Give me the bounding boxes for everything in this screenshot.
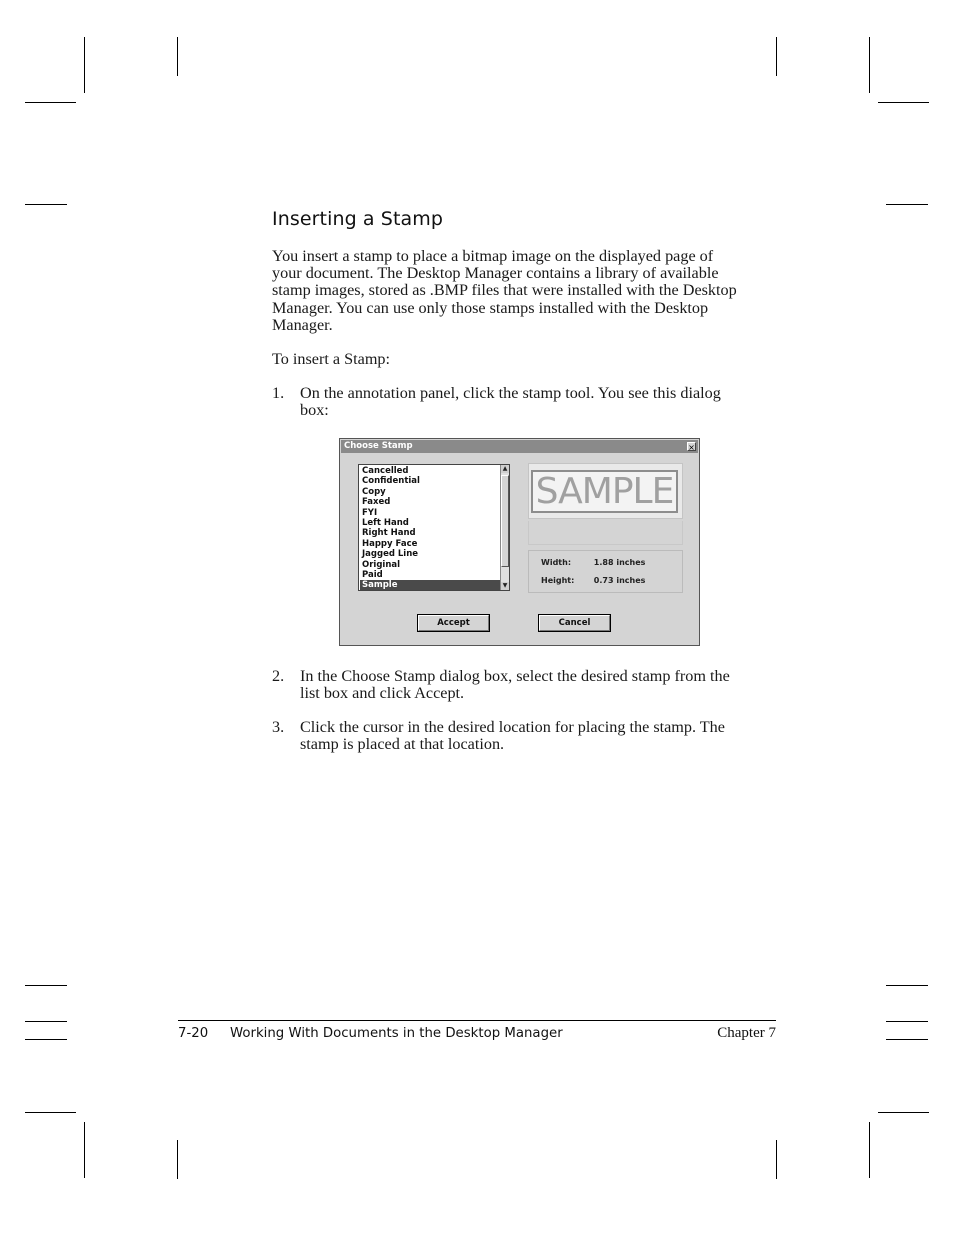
crop-mark xyxy=(776,1140,777,1179)
section-heading: Inserting a Stamp xyxy=(272,208,444,230)
intro-line: You insert a stamp to place a bitmap image on the displayed page of xyxy=(272,247,714,265)
stamp-list-item[interactable]: Copy xyxy=(362,486,386,497)
lead-in: To insert a Stamp: xyxy=(272,350,391,368)
step-number: 3. xyxy=(272,718,285,736)
crop-mark xyxy=(886,1039,928,1040)
chapter-label: Chapter 7 xyxy=(717,1025,776,1041)
crop-mark xyxy=(25,204,67,205)
scroll-down-icon[interactable]: ▼ xyxy=(502,582,508,589)
step-number: 2. xyxy=(272,667,285,685)
scroll-up-icon[interactable]: ▲ xyxy=(502,465,508,472)
chapter-title: Working With Documents in the Desktop Manager xyxy=(230,1026,563,1041)
crop-mark xyxy=(869,1122,870,1178)
stamp-list-item[interactable]: FYI xyxy=(362,507,378,518)
stamp-list-item[interactable]: Paid xyxy=(362,569,383,580)
crop-mark xyxy=(878,1112,929,1113)
dialog-titlebar[interactable] xyxy=(341,440,698,453)
step-2 xyxy=(272,668,772,702)
step-3 xyxy=(272,719,772,753)
width-label: Width: xyxy=(541,558,572,567)
dialog-title: Choose Stamp xyxy=(344,441,413,451)
crop-mark xyxy=(177,37,178,76)
width-value: 1.88 inches xyxy=(593,558,646,567)
intro-line: stamp images, stored as .BMP files that were installed with the Desktop xyxy=(272,281,737,300)
crop-mark xyxy=(878,102,929,103)
step-line: On the annotation panel, click the stamp tool. You see this dialog xyxy=(300,384,721,402)
crop-mark xyxy=(886,204,928,205)
step-number: 1. xyxy=(272,384,285,402)
accept-button[interactable]: Accept xyxy=(417,614,490,632)
height-label: Height: xyxy=(541,576,575,585)
crop-mark xyxy=(886,1021,928,1022)
crop-mark xyxy=(25,1112,76,1113)
stamp-list-item[interactable]: Jagged Line xyxy=(362,549,419,560)
stamp-list-item[interactable]: Left Hand xyxy=(362,517,409,528)
crop-mark xyxy=(25,985,67,986)
stamp-list-item[interactable]: Right Hand xyxy=(362,528,416,539)
step-line: stamp is placed at that location. xyxy=(300,735,505,754)
crop-mark xyxy=(25,1039,67,1040)
crop-mark xyxy=(84,1122,85,1178)
stamp-list-item[interactable]: Sample xyxy=(360,580,500,590)
close-icon[interactable]: × xyxy=(688,443,695,452)
scroll-thumb[interactable] xyxy=(501,475,509,567)
page-number: 7-20 xyxy=(178,1026,209,1041)
crop-mark xyxy=(776,37,777,76)
height-row xyxy=(541,576,645,585)
intro-paragraph xyxy=(272,248,772,334)
crop-mark xyxy=(886,985,928,986)
stamp-list xyxy=(360,466,500,591)
step-1 xyxy=(272,385,772,419)
stamp-list-item[interactable]: Confidential xyxy=(362,476,420,487)
footer-running-head xyxy=(178,1026,563,1041)
choose-stamp-dialog xyxy=(339,438,700,646)
preview-frame xyxy=(528,521,683,545)
crop-mark xyxy=(177,1140,178,1179)
step-line: Click the cursor in the desired location for placing the stamp. The xyxy=(300,718,725,736)
step-line: box: xyxy=(300,401,329,420)
crop-mark xyxy=(25,1021,67,1022)
intro-line: Manager. You can use only those stamps installed with the Desktop xyxy=(272,298,709,317)
stamp-dimensions xyxy=(528,550,683,593)
stamp-list-item[interactable]: Cancelled xyxy=(362,466,409,476)
stamp-list-item[interactable]: Faxed xyxy=(362,497,391,508)
stamp-preview xyxy=(528,463,683,519)
intro-line: Manager. xyxy=(272,315,333,334)
width-row xyxy=(541,558,645,567)
footer-rule xyxy=(178,1020,776,1021)
crop-mark xyxy=(84,37,85,93)
cancel-button[interactable]: Cancel xyxy=(538,614,611,632)
crop-mark xyxy=(869,37,870,93)
intro-line: your document. The Desktop Manager contains a library of available xyxy=(272,264,719,283)
stamp-preview-image: SAMPLE xyxy=(531,470,678,513)
stamp-list-box[interactable] xyxy=(358,464,510,591)
crop-mark xyxy=(25,102,76,103)
step-line: list box and click Accept. xyxy=(300,684,465,703)
height-value: 0.73 inches xyxy=(593,576,646,585)
stamp-list-item[interactable]: Happy Face xyxy=(362,538,418,549)
stamp-list-item[interactable]: Original xyxy=(362,559,401,570)
list-scrollbar[interactable] xyxy=(500,465,509,590)
step-line: In the Choose Stamp dialog box, select the desired stamp from the xyxy=(300,667,730,685)
